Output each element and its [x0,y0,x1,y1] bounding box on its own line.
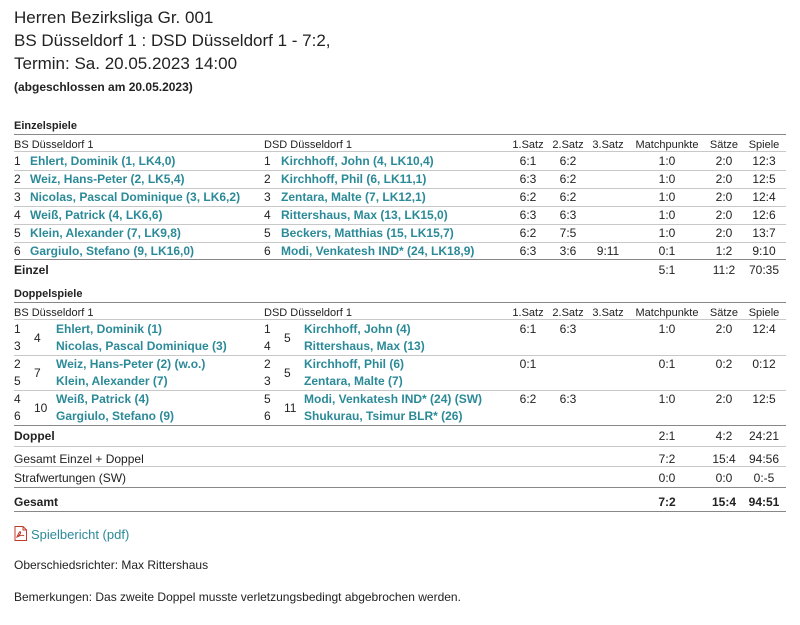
home-pair-number: 4 [34,331,41,345]
divider [14,151,786,152]
spiele-value: 12:5 [752,172,776,186]
divider [14,319,786,320]
guest-player-link[interactable]: Kirchhoff, Phil (6, LK11,1) [281,172,427,186]
saetze-value: 2:0 [715,392,733,406]
divider [14,206,786,207]
home-position: 4 [14,392,21,406]
col-spiele: Spiele [748,139,780,151]
home-player-link[interactable]: Nicolas, Pascal Dominique (3, LK6,2) [30,190,241,204]
matchpunkte-value: 1:0 [658,172,676,186]
guest-player-link[interactable]: Kirchhoff, John (4) [304,322,411,336]
guest-pair-number: 5 [284,331,291,345]
satz3-score: 9:11 [596,244,620,258]
matchpunkte-value: 1:0 [658,226,676,240]
matchpunkte-value: 1:0 [658,208,676,222]
guest-position: 6 [264,244,271,258]
col-matchpunkte: Matchpunkte [635,307,699,319]
satz1-score: 6:3 [519,244,537,258]
divider [14,511,786,512]
divider [14,259,786,260]
guest-player-link[interactable]: Zentara, Malte (7, LK12,1) [281,190,426,204]
satz2-score: 6:2 [559,172,577,186]
guest-player-link[interactable]: Shukurau, Tsimur BLR* (26) [304,409,463,423]
col-satz3: 3.Satz [592,139,624,151]
home-player-link[interactable]: Weiz, Hans-Peter (2) (w.o.) [56,357,206,371]
home-player-link[interactable]: Weiß, Patrick (4, LK6,6) [30,208,163,222]
satz1-score: 6:1 [519,322,537,336]
summary-gesamt-mp: 7:2 [658,495,676,509]
col-home: BS Düsseldorf 1 [14,139,94,151]
home-pair-number: 7 [34,366,41,380]
matchpunkte-value: 0:1 [658,244,676,258]
doppel-section-title: Doppelspiele [14,288,83,300]
summary-mp: 7:2 [658,452,676,466]
guest-position: 1 [264,322,271,336]
col-home: BS Düsseldorf 1 [14,307,94,319]
saetze-value: 2:0 [715,322,733,336]
satz1-score: 6:2 [519,392,537,406]
home-position: 5 [14,226,21,240]
home-position: 5 [14,374,21,388]
home-player-link[interactable]: Gargiulo, Stefano (9) [56,409,175,423]
divider [14,446,786,447]
home-position: 1 [14,154,21,168]
satz2-score: 7:5 [559,226,577,240]
satz2-score: 3:6 [559,244,577,258]
einzel-total-mp: 5:1 [658,263,676,277]
pdf-report-link[interactable]: Spielbericht (pdf) [31,527,130,542]
guest-position: 3 [264,190,271,204]
remarks-text: Bemerkungen: Das zweite Doppel musste verletzungsbedingt abgebrochen werden. [14,590,461,604]
home-position: 1 [14,322,21,336]
matchpunkte-value: 1:0 [658,322,676,336]
col-satz2: 2.Satz [552,307,584,319]
doppel-total-spiele: 24:21 [748,429,780,443]
summary-saetze: 0:0 [715,471,733,485]
pdf-icon[interactable] [14,526,27,541]
col-guest: DSD Düsseldorf 1 [264,307,353,319]
col-guest: DSD Düsseldorf 1 [264,139,353,151]
summary-saetze: 15:4 [712,452,736,466]
divider [14,224,786,225]
home-position: 3 [14,190,21,204]
home-position: 6 [14,409,21,423]
divider [14,188,786,189]
divider [14,134,786,135]
guest-pair-number: 5 [284,366,291,380]
guest-position: 3 [264,374,271,388]
spiele-value: 0:12 [752,357,776,371]
guest-position: 2 [264,172,271,186]
guest-position: 4 [264,208,271,222]
home-player-link[interactable]: Weiß, Patrick (4) [56,392,150,406]
col-matchpunkte: Matchpunkte [635,139,699,151]
home-player-link[interactable]: Ehlert, Dominik (1, LK4,0) [30,154,176,168]
spiele-value: 12:4 [752,322,776,336]
satz2-score: 6:2 [559,190,577,204]
einzel-total-saetze: 11:2 [712,263,736,277]
home-player-link[interactable]: Ehlert, Dominik (1) [56,322,163,336]
match-title: BS Düsseldorf 1 : DSD Düsseldorf 1 - 7:2, [14,31,331,50]
spiele-value: 12:3 [752,154,776,168]
summary-mp: 0:0 [658,471,676,485]
guest-player-link[interactable]: Zentara, Malte (7) [304,374,403,388]
satz1-score: 6:2 [519,226,537,240]
saetze-value: 2:0 [715,208,733,222]
matchpunkte-value: 0:1 [658,357,676,371]
divider [14,302,786,303]
guest-player-link[interactable]: Rittershaus, Max (13) [304,339,425,353]
einzel-total-label: Einzel [14,263,49,277]
home-position: 2 [14,172,21,186]
saetze-value: 2:0 [715,226,733,240]
divider [14,425,786,426]
guest-position: 6 [264,409,271,423]
league-title: Herren Bezirksliga Gr. 001 [14,8,214,27]
guest-position: 5 [264,392,271,406]
col-satz1: 1.Satz [512,307,544,319]
spiele-value: 12:5 [752,392,776,406]
summary-gesamt-label: Gesamt [14,495,59,509]
spiele-value: 9:10 [752,244,776,258]
home-pair-number: 10 [34,401,48,415]
divider [14,170,786,171]
saetze-value: 2:0 [715,172,733,186]
guest-player-link[interactable]: Beckers, Matthias (15, LK15,7) [281,226,454,240]
col-saetze: Sätze [709,307,739,319]
home-player-link[interactable]: Klein, Alexander (7, LK9,8) [30,226,181,240]
summary-gesamt-spiele: 94:51 [748,495,780,509]
divider [14,487,786,488]
home-player-link[interactable]: Klein, Alexander (7) [56,374,168,388]
guest-player-link[interactable]: Rittershaus, Max (13, LK15,0) [281,208,448,222]
guest-player-link[interactable]: Kirchhoff, Phil (6) [304,357,404,371]
divider [14,466,786,467]
satz2-score: 6:3 [559,208,577,222]
satz2-score: 6:3 [559,392,577,406]
match-date: Termin: Sa. 20.05.2023 14:00 [14,54,238,73]
summary-label: Gesamt Einzel + Doppel [14,452,144,466]
saetze-value: 2:0 [715,154,733,168]
spiele-value: 12:4 [752,190,776,204]
doppel-total-saetze: 4:2 [715,429,733,443]
spiele-value: 13:7 [752,226,776,240]
summary-spiele: 94:56 [748,452,780,466]
guest-player-link[interactable]: Modi, Venkatesh IND* (24) (SW) [304,392,483,406]
divider [14,242,786,243]
satz1-score: 6:3 [519,172,537,186]
guest-position: 1 [264,154,271,168]
satz2-score: 6:3 [559,322,577,336]
home-player-link[interactable]: Nicolas, Pascal Dominique (3) [56,339,227,353]
satz1-score: 6:1 [519,154,537,168]
col-satz2: 2.Satz [552,139,584,151]
match-status: (abgeschlossen am 20.05.2023) [14,80,193,94]
einzel-total-spiele: 70:35 [748,263,780,277]
guest-position: 5 [264,226,271,240]
divider [14,355,786,356]
einzel-section-title: Einzelspiele [14,120,77,132]
home-player-link[interactable]: Gargiulo, Stefano (9, LK16,0) [30,244,195,258]
guest-player-link[interactable]: Kirchhoff, John (4, LK10,4) [281,154,434,168]
satz1-score: 6:3 [519,208,537,222]
saetze-value: 0:2 [715,357,733,371]
referee-text: Oberschiedsrichter: Max Rittershaus [14,558,209,572]
satz1-score: 6:2 [519,190,537,204]
guest-pair-number: 11 [284,401,297,415]
saetze-value: 1:2 [715,244,733,258]
col-satz3: 3.Satz [592,307,624,319]
home-position: 3 [14,339,21,353]
divider [14,390,786,391]
guest-player-link[interactable]: Modi, Venkatesh IND* (24, LK18,9) [281,244,475,258]
home-player-link[interactable]: Weiz, Hans-Peter (2, LK5,4) [30,172,185,186]
matchpunkte-value: 1:0 [658,392,676,406]
col-satz1: 1.Satz [512,139,544,151]
doppel-total-label: Doppel [14,429,55,443]
home-position: 4 [14,208,21,222]
doppel-total-mp: 2:1 [658,429,676,443]
col-saetze: Sätze [709,139,739,151]
satz1-score: 0:1 [519,357,537,371]
summary-spiele: 0:-5 [753,471,775,485]
satz2-score: 6:2 [559,154,577,168]
spiele-value: 12:6 [752,208,776,222]
summary-gesamt-saetze: 15:4 [711,495,737,509]
guest-position: 4 [264,339,271,353]
matchpunkte-value: 1:0 [658,154,676,168]
home-position: 2 [14,357,21,371]
matchpunkte-value: 1:0 [658,190,676,204]
home-position: 6 [14,244,21,258]
saetze-value: 2:0 [715,190,733,204]
guest-position: 2 [264,357,271,371]
col-spiele: Spiele [748,307,780,319]
summary-label: Strafwertungen (SW) [14,471,127,485]
